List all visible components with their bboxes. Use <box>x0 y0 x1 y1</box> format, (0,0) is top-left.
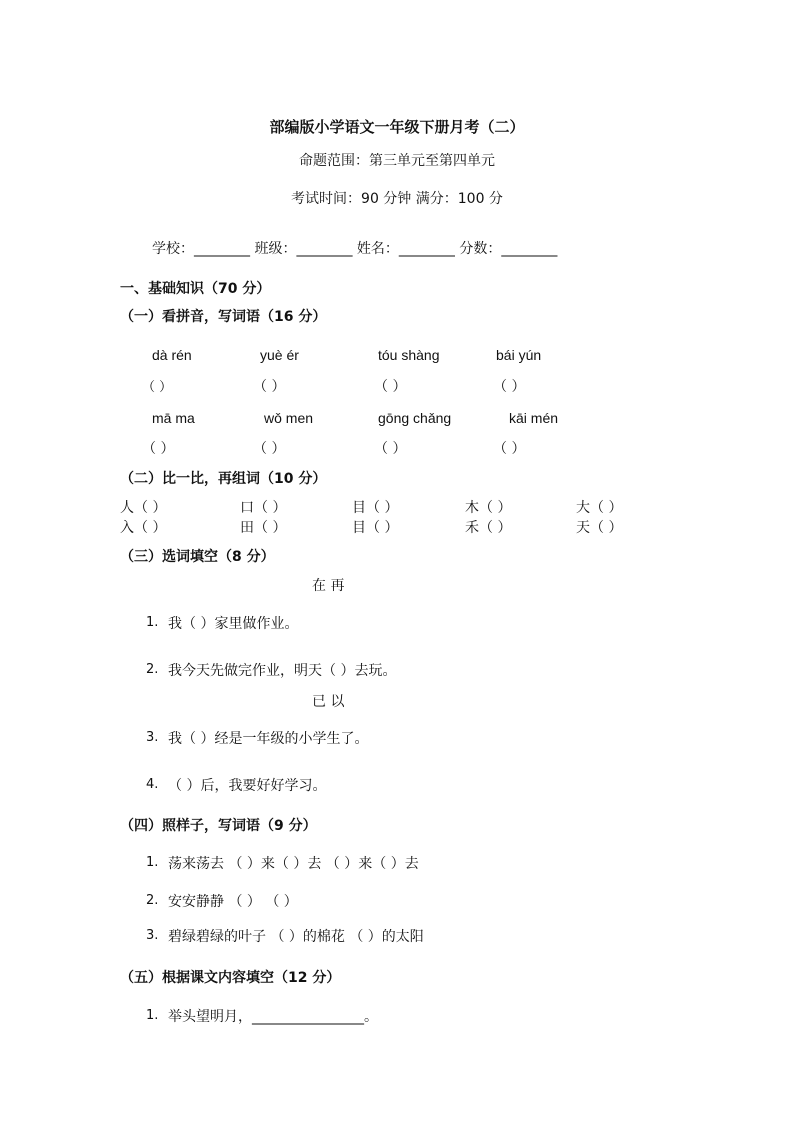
compare-item[interactable]: 入（ ） <box>120 520 167 536</box>
question-text: 荡来荡去 （ ）来（ ）去 （ ）来（ ）去 <box>168 856 419 872</box>
question-text: 安安静静 （ ） （ ） <box>168 894 298 910</box>
answer-blank[interactable]: （ ） <box>253 441 286 457</box>
question-number: 1. <box>146 1008 159 1023</box>
student-info-line: 学校：________ 班级：________ 姓名：________ 分数：________ <box>152 241 558 257</box>
section-heading: （三）选词填空（8 分） <box>120 549 275 565</box>
question-text: （ ）后，我要好好学习。 <box>168 778 327 794</box>
answer-blank[interactable]: （ ） <box>374 379 407 395</box>
question-number: 2. <box>146 893 159 908</box>
pinyin: gōng chǎng <box>378 410 452 426</box>
exam-time: 考试时间：90 分钟 满分：100 分 <box>291 191 503 207</box>
question-number: 2. <box>146 662 159 677</box>
question-text: 我今天先做完作业，明天（ ）去玩。 <box>168 663 397 679</box>
question-number: 4. <box>146 777 159 792</box>
question-number: 1. <box>146 615 159 630</box>
section-heading: （五）根据课文内容填空（12 分） <box>120 970 341 986</box>
question-number: 3. <box>146 928 159 943</box>
pinyin: kāi mén <box>509 410 559 426</box>
part-heading: 一、基础知识（70 分） <box>120 281 271 297</box>
compare-item[interactable]: 口（ ） <box>240 500 287 516</box>
compare-item[interactable]: 木（ ） <box>465 500 512 516</box>
compare-item[interactable]: 目（ ） <box>352 520 399 536</box>
exam-title: 部编版小学语文一年级下册月考（二） <box>269 118 525 136</box>
pinyin: bái yún <box>496 347 542 363</box>
answer-blank[interactable]: （ ） <box>374 441 407 457</box>
word-choice-pair: 在 再 <box>312 578 345 594</box>
section-heading: （四）照样子，写词语（9 分） <box>120 818 317 834</box>
answer-blank[interactable]: （ ） <box>253 379 286 395</box>
answer-blank[interactable]: （ ） <box>142 380 173 395</box>
pinyin: tóu shàng <box>378 347 440 363</box>
question-text: 碧绿碧绿的叶子 （ ）的棉花 （ ）的太阳 <box>168 929 424 945</box>
section-heading: （二）比一比，再组词（10 分） <box>120 471 327 487</box>
pinyin: wǒ men <box>264 410 314 426</box>
pinyin: dà rén <box>152 347 192 363</box>
answer-blank[interactable]: （ ） <box>493 441 526 457</box>
question-text: 举头望明月，________________。 <box>168 1009 378 1025</box>
compare-item[interactable]: 人（ ） <box>120 500 167 516</box>
compare-item[interactable]: 田（ ） <box>240 520 287 536</box>
pinyin: yuè ér <box>260 347 299 363</box>
answer-blank[interactable]: （ ） <box>142 441 175 457</box>
compare-item[interactable]: 大（ ） <box>576 500 623 516</box>
section-heading: （一）看拼音，写词语（16 分） <box>120 309 327 325</box>
compare-item[interactable]: 天（ ） <box>576 520 623 536</box>
word-choice-pair: 已 以 <box>312 694 345 710</box>
compare-item[interactable]: 目（ ） <box>352 500 399 516</box>
question-number: 1. <box>146 855 159 870</box>
exam-scope: 命题范围：第三单元至第四单元 <box>299 153 495 169</box>
compare-item[interactable]: 禾（ ） <box>465 520 512 536</box>
pinyin: mā ma <box>152 410 195 426</box>
answer-blank[interactable]: （ ） <box>493 379 526 395</box>
question-text: 我（ ）经是一年级的小学生了。 <box>168 731 369 747</box>
question-text: 我（ ）家里做作业。 <box>168 616 299 632</box>
question-number: 3. <box>146 730 159 745</box>
